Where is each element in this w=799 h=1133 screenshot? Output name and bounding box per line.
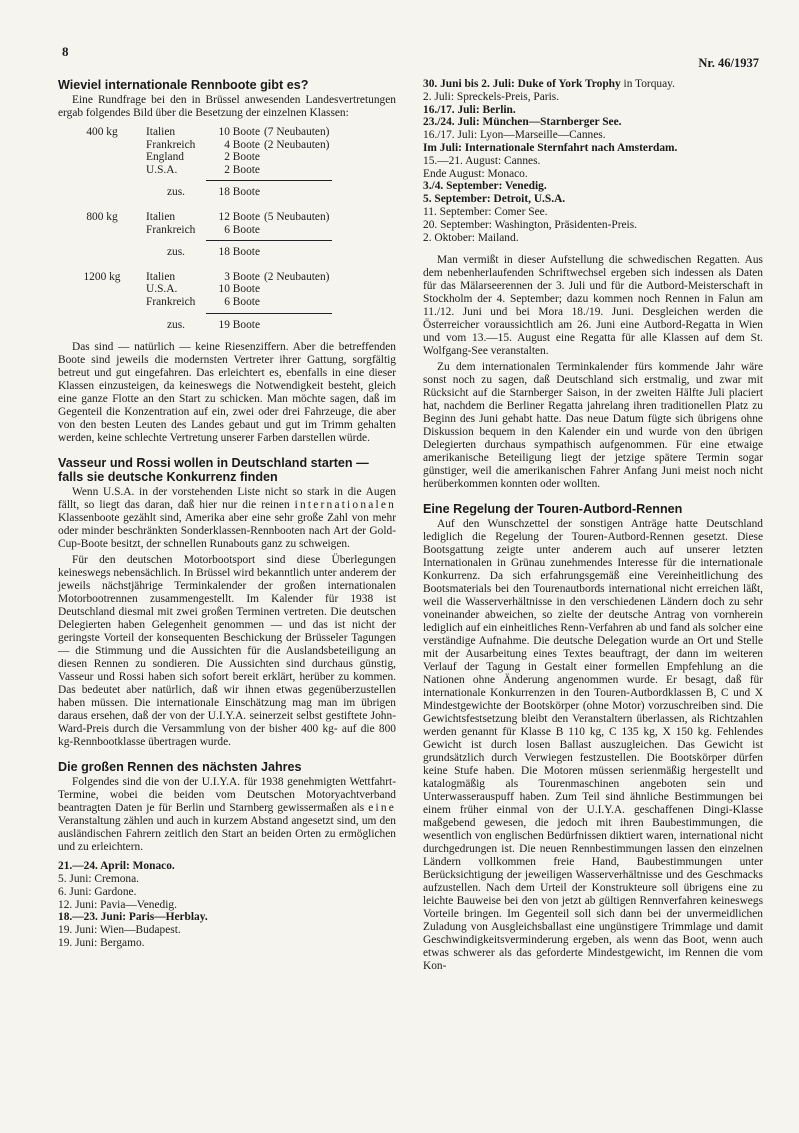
sum-rule: [206, 240, 332, 241]
boat-count: 10 Boote: [218, 283, 260, 296]
section-title-grosse-rennen: Die großen Rennen des nächsten Jahres: [58, 760, 302, 775]
class-sum: [58, 319, 396, 332]
event-list: [58, 860, 396, 950]
issue-number: Nr. 46/1937: [698, 56, 759, 70]
event-item: 18.—23. Juni: Paris—Herblay.: [58, 911, 208, 924]
spaced-word: internationalen: [294, 499, 396, 512]
class-row: [58, 271, 396, 284]
event-item: 20. September: Washington, Präsidenten-Preis.: [423, 218, 637, 231]
sum-count: 19 Boote: [218, 318, 260, 331]
sum-label: zus.: [166, 246, 186, 259]
note: (7 Neubauten): [264, 126, 330, 138]
class-row: [58, 126, 396, 139]
nation: Italien: [146, 270, 176, 283]
class-weight: 400 kg: [86, 126, 118, 138]
nation: Italien: [146, 210, 176, 223]
event-item: 16./17. Juli: Lyon—Marseille—Cannes.: [423, 129, 606, 142]
note: (2 Neubauten): [264, 138, 330, 151]
paragraph: Das sind — natürlich — keine Riesenziffern. Aber die betreffenden Boote sind jeweils die modernsten Vertreter ihrer Gattung, sorgfältig betreut und gut eingefahren. Das erleichtert es, ebenfalls in eine dieser Klassen einzusteigen, da keineswegs die Notwendigkeit besteht, gleich eine ganze Flotte an den Start zu schicken. Man möchte sagen, daß im Gegenteil die Konzentration auf ein, zwei oder drei Fahrzeuge, die aber von den besten Leuten des Landes gebaut und gut im Trimm gehalten werden, keine schlechte Vertretung unserer Farben darstellen würde.: [58, 341, 396, 445]
event-item: 2. Juli: Spreckels-Preis, Paris.: [423, 90, 560, 103]
paragraph: Auf den Wunschzettel der sonstigen Anträge hatte Deutschland lediglich die Regelung der Touren-Autbord-Rennen gesetzt. Diese Bootsgattung zeigte unter anderem auch auf unserer letzten Internationalen in Grünau zunehmendes Interesse für die internationale Konkurrenz. Da sich erfahrungsgemäß eine Vereinheitlichung des Bootsmaterials bei den Tourenautbords international nicht erreichen läßt, weil die Wasserverhältnisse in den verschiedenen Ländern doch zu sehr voneinander abweichen, so zielte der deutsche Antrag von vornherein lediglich auf ein einheitliches Renn-Verfahren ab und fand als solcher eine verständige Aufnahme. Die deutsche Delegation wurde an Ort und Stelle mit der Ausarbeitung eines Textes beauftragt, der dann im weiteren Verlauf der Tagung in Gestalt einer formellen Empfehlung an die Nationen ohne Änderung angenommen wurde. Er besagt, daß für internationale Konkurrenzen in den Touren-Autbordklassen B, C und X Mindestgewichte der Bootskörper (ohne Motor) vorzuschreiben sind. Die Gewichtsfestsetzung bleibt den Veranstaltern überlassen, als Richtzahlen werden genannt für Klasse B 110 kg, C 135 kg, X 150 kg. Fehlendes Gewicht ist durch losen Ballast auszugleichen. Das Gewicht ist grundsätzlich durch Verwiegen festzustellen. Die Bootskörper dürfen keine Stufe haben. Die Motoren müssen serienmäßig hergestellt und katalogmäßig als Tourenmaschinen angeboten sein und Unterwasserauspuff haben. Zum Teil sind ähnliche Bestimmungen bei einem früher einmal von der U.I.Y.A. geschaffenen Dingi-Klasse maßgebend gewesen, die jedoch mit ihren Baubestimmungen, die wesentlich von englischen Bedürfnissen diktiert waren, international nicht durchgedrungen ist. Die neuen Rennbestimmungen lassen den einzelnen Ländern vollkommen freie Hand, Baubestimmungen unter Berücksichtigung der jeweiligen Wasserverhältnisse und des Geschmacks aufzustellen. Nach dem Urteil der Konstrukteure soll übrigens eine zu leichte Bauweise bei den von jetzt ab gültigen Rennverfahren keineswegs Vorteile bringen. Im Gegenteil soll sich dann bei der unvermeidlichen Zuladung von Ausgleichsballast eine ungünstigere Trimmlage und damit Geschwindigkeitsverminderung ergeben, als wenn das Boot, wenn auch etwas schwerer als das geforderte Mindestgewicht, im Rennen die vom Kon-: [423, 518, 763, 973]
event-item: 19. Juni: Wien—Budapest.: [58, 924, 181, 937]
event-item: 15.—21. August: Cannes.: [423, 154, 541, 167]
paragraph: [58, 486, 396, 551]
section-title-vasseur-rossi: Vasseur und Rossi wollen in Deutschland starten — falls sie deutsche Konkurrenz finden: [58, 456, 369, 485]
class-row: [58, 211, 396, 224]
paragraph: Man vermißt in dieser Aufstellung die schwedischen Regatten. Aus dem nebenherlaufenden Schriftwechsel ergeben sich indessen als Daten für das Mälarseerennen der 3. Juli und für die Autbord-Meisterschaft in Stockholm der 4. September; dazu kommen noch Rennen in Falun am 11./12. Juni und bei Mora 18./19. Juni. Desgleichen werden die Österreicher voraussichtlich am 26. Juni eine Autbord-Regatta in Wien und vom 13.—15. August eine Regatta für alle Klassen auf dem St. Wolfgang-See veranstalten.: [423, 254, 763, 358]
boat-count: 12 Boote: [218, 210, 260, 223]
boat-count: 2 Boote: [224, 163, 260, 176]
sum-count: 18 Boote: [218, 246, 260, 259]
event-item: 2. Oktober: Mailand.: [423, 231, 519, 244]
left-column: [58, 78, 396, 950]
text: Wenn U.S.A. in der vorstehenden Liste nicht so stark in die Augen fällt, so liegt das daran, daß hier nur die reinen: [58, 486, 396, 512]
boat-count: 2 Boote: [224, 151, 260, 164]
class-table: [58, 126, 396, 331]
class-sum: [58, 186, 396, 199]
event-item: 19. Juni: Bergamo.: [58, 936, 145, 949]
event-item: 23./24. Juli: München—Starnberger See.: [423, 116, 622, 129]
nation: England: [146, 151, 184, 164]
class-row: [58, 164, 396, 177]
nation: U.S.A.: [146, 163, 178, 176]
text: Klassenboote gezählt sind, Amerika aber eine sehr große Zahl von mehr oder minder beschränkten Sonderklassen-Rennbooten nach Art der Gold-Cup-Boote besitzt, der schnellen Runabouts ganz zu schweigen.: [58, 512, 396, 551]
class-row: [58, 283, 396, 296]
paragraph: Für den deutschen Motorbootsport sind diese Überlegungen keineswegs nebensächlich. In Brüssel wird bekanntlich unter anderem der jeweils nächstjährige Terminkalender der großen internationalen Motorbootrennen zusammengestellt. Im Kalender für 1938 ist Deutschland diesmal mit zwei großen Terminen vertreten. Die deutschen Delegierten haben Gelegenheit genommen — und das ist nicht der geringste Vorteil der konsequenten Beschickung der Brüsseler Tagungen — die Stimmung und die Aussichten für die Auslandsbeteiligung an diesen Rennen zu sondieren. Die Aussichten sind durchaus günstig, Vasseur und Rossi haben sich sofort bereit erklärt, herüber zu kommen. Das bedeutet aber natürlich, daß wir ihnen etwas gegenüberzustellen haben müssen. Die internationale Einschätzung mag man im übrigen daraus ersehen, daß der von der U.I.Y.A. seinerzeit selbst gestiftete John-Ward-Preis durch die Versammlung von der bisher 400 kg- auf die 800 kg-Rennbootklasse übertragen wurde.: [58, 554, 396, 749]
note: (2 Neubauten): [264, 270, 330, 283]
section-title-rennboote: Wieviel internationale Rennboote gibt es?: [58, 78, 309, 92]
boat-count: 6 Boote: [224, 223, 260, 236]
nation: Italien: [146, 126, 176, 138]
class-row: [58, 224, 396, 237]
note: (5 Neubauten): [264, 210, 330, 223]
sum-label: zus.: [166, 186, 186, 199]
event-item: 5. September: Detroit, U.S.A.: [423, 193, 566, 206]
nation: Frankreich: [146, 223, 196, 236]
nation: Frankreich: [146, 138, 196, 151]
class-weight: 1200 kg: [83, 270, 121, 283]
event-item: 6. Juni: Gardone.: [58, 885, 137, 898]
event-item: 21.—24. April: Monaco.: [58, 860, 175, 873]
class-weight: 800 kg: [86, 210, 118, 223]
spaced-word: eine: [368, 802, 396, 815]
event-item: 30. Juni bis 2. Juli: Duke of York Trophy in Torquay.: [423, 78, 675, 90]
event-item: 16./17. Juli: Berlin.: [423, 103, 516, 116]
paragraph: Eine Rundfrage bei den in Brüssel anwesenden Landesvertretungen ergab folgendes Bild über die Besetzung der einzelnen Klassen:: [58, 94, 396, 119]
section-title-touren-autbord: Eine Regelung der Touren-Autbord-Rennen: [423, 502, 683, 517]
event-item: 11. September: Comer See.: [423, 205, 548, 218]
boat-count: 10 Boote: [218, 126, 260, 138]
boat-count: 4 Boote: [224, 138, 260, 151]
right-column: [423, 78, 763, 976]
class-row: [58, 151, 396, 164]
class-row: [58, 296, 396, 309]
event-item: Ende August: Monaco.: [423, 167, 528, 180]
sum-rule: [206, 180, 332, 181]
page-number: 8: [62, 44, 69, 59]
boat-count: 6 Boote: [224, 295, 260, 308]
nation: U.S.A.: [146, 283, 178, 296]
paragraph: Zu dem internationalen Terminkalender fürs kommende Jahr wäre sonst noch zu sagen, daß Deutschland sich erstmalig, und zwar mit Rücksicht auf die Starnberger Saison, in der zweiten Hälfte Juli placiert hat, nachdem die Berliner Regatta jahrelang ihren traditionellen Platz zu Beginn des Juni gehabt hatte. Das neue Datum fügte sich übrigens ohne Diskussion bequem in den Kalender ein und wurde von den übrigen Delegierten durchaus sympathisch aufgenommen. Für eine etwaige amerikanische Beteiligung liegt der jetzige spätere Termin sogar günstiger, weil die amerikanischen Fahrer Anfang Juni meist noch nicht herüberkommen konnten oder wollten.: [423, 361, 763, 491]
sum-count: 18 Boote: [218, 186, 260, 199]
event-list: [423, 78, 763, 244]
event-item: 3./4. September: Venedig.: [423, 180, 547, 193]
text: Veranstaltung zählen und auch in kurzem Abstand angesetzt sind, um den ausländischen Fahrern zeitlich den Start an beiden Orten zu ermöglichen und zu erleichtern.: [58, 815, 396, 854]
boat-count: 3 Boote: [224, 270, 260, 283]
event-item: 5. Juni: Cremona.: [58, 872, 139, 885]
class-sum: [58, 246, 396, 259]
nation: Frankreich: [146, 295, 196, 308]
sum-label: zus.: [166, 318, 186, 331]
class-row: [58, 139, 396, 152]
event-item: Im Juli: Internationale Sternfahrt nach Amsterdam.: [423, 141, 678, 154]
event-item: 12. Juni: Pavia—Venedig.: [58, 898, 177, 911]
paragraph: [58, 776, 396, 854]
text: Folgendes sind die von der U.I.Y.A. für 1938 genehmigten Wettfahrt-Termine, wobei die beiden vom Deutschen Motoryachtverband beantragten Daten je für Berlin und Starnberg gewissermaßen als: [58, 776, 396, 815]
sum-rule: [206, 313, 332, 314]
